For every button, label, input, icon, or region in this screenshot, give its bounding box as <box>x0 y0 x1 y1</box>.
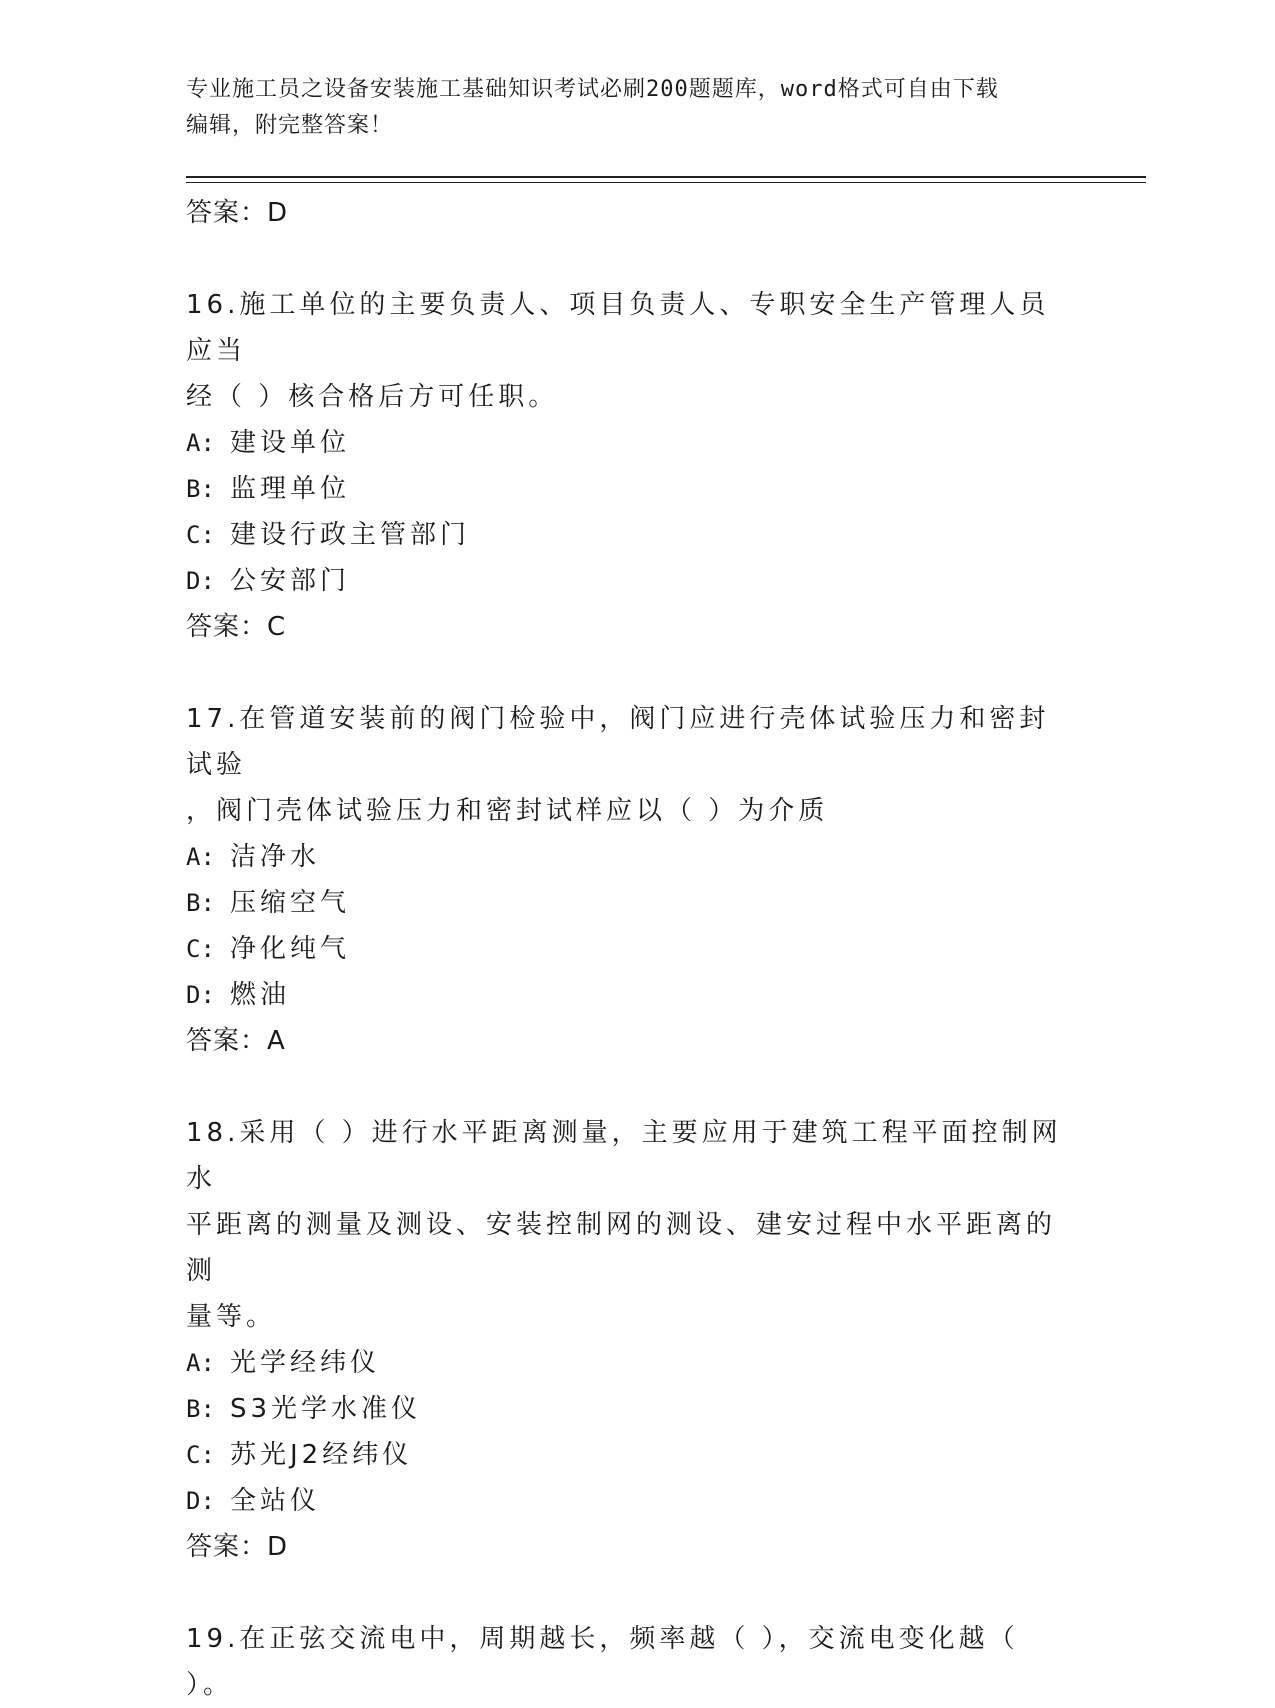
answer-label: 答案： <box>186 612 268 642</box>
question-text-line: 平距离的测量及测设、安装控制网的测设、建安过程中水平距离的测 <box>186 1210 1057 1286</box>
option-letter: D: <box>186 567 215 595</box>
option-b <box>186 1386 1086 1432</box>
option-d <box>186 1478 1086 1524</box>
option-letter: C: <box>186 1441 215 1469</box>
question-text-line: 量等。 <box>186 1302 277 1332</box>
option-letter: C: <box>186 935 215 963</box>
answer-value: A <box>267 1026 286 1056</box>
option-b <box>186 880 1086 926</box>
header-divider-thin <box>186 182 1146 183</box>
option-d <box>186 972 1086 1018</box>
option-c <box>186 926 1086 972</box>
option-text: 监理单位 <box>230 474 351 504</box>
header-line-2: 编辑，附完整答案！ <box>186 113 394 138</box>
question-text-line: 17.在管道安装前的阀门检验中，阀门应进行壳体试验压力和密封试验 <box>186 704 1050 780</box>
document-header <box>186 72 1066 144</box>
answer-value: C <box>267 612 287 642</box>
option-c <box>186 512 1086 558</box>
option-text: 建设行政主管部门 <box>230 520 471 550</box>
document-body <box>186 190 1086 1708</box>
option-b <box>186 466 1086 512</box>
answer-value: D <box>267 198 289 228</box>
option-c <box>186 1432 1086 1478</box>
option-text: 苏光J2经纬仪 <box>230 1440 413 1470</box>
option-a <box>186 420 1086 466</box>
option-letter: D: <box>186 981 215 1009</box>
option-letter: B: <box>186 475 215 503</box>
question-block <box>186 696 1086 1064</box>
option-letter: B: <box>186 889 215 917</box>
option-text: 压缩空气 <box>230 888 351 918</box>
spacer <box>186 1064 1086 1110</box>
option-text: 全站仪 <box>230 1486 321 1516</box>
question-block <box>186 1616 1086 1708</box>
question-text-line: 19.在正弦交流电中，周期越长，频率越（ ），交流电变化越（ ）。 <box>186 1624 1019 1700</box>
answer-label: 答案： <box>186 1532 268 1562</box>
question-block <box>186 282 1086 650</box>
option-text: 燃油 <box>230 980 291 1010</box>
option-text: S3光学水准仪 <box>230 1394 422 1424</box>
header-line-1: 专业施工员之设备安装施工基础知识考试必刷200题题库，word格式可自由下载 <box>186 77 999 102</box>
answer-value: D <box>267 1532 289 1562</box>
option-d <box>186 558 1086 604</box>
answer-label: 答案： <box>186 198 268 228</box>
answer-line <box>186 1018 1086 1064</box>
option-a <box>186 1340 1086 1386</box>
question-text-line: 经（ ）核合格后方可任职。 <box>186 382 559 412</box>
answer-line <box>186 1524 1086 1570</box>
option-letter: B: <box>186 1395 215 1423</box>
spacer <box>186 236 1086 282</box>
answer-line <box>186 190 1086 236</box>
question-text-line: ，阀门壳体试验压力和密封试样应以（ ）为介质 <box>186 796 829 826</box>
question-block <box>186 1110 1086 1570</box>
option-letter: A: <box>186 429 215 457</box>
option-text: 洁净水 <box>230 842 321 872</box>
option-text: 净化纯气 <box>230 934 351 964</box>
question-text-line: 16.施工单位的主要负责人、项目负责人、专职安全生产管理人员应当 <box>186 290 1050 366</box>
option-letter: A: <box>186 843 215 871</box>
spacer <box>186 1570 1086 1616</box>
option-text: 光学经纬仪 <box>230 1348 381 1378</box>
header-divider-thick <box>186 176 1146 178</box>
option-letter: D: <box>186 1487 215 1515</box>
option-text: 建设单位 <box>230 428 351 458</box>
option-letter: A: <box>186 1349 215 1377</box>
answer-label: 答案： <box>186 1026 268 1056</box>
option-letter: C: <box>186 521 215 549</box>
question-text-line: 18.采用（ ）进行水平距离测量，主要应用于建筑工程平面控制网水 <box>186 1118 1062 1194</box>
spacer <box>186 650 1086 696</box>
option-text: 公安部门 <box>230 566 351 596</box>
answer-line <box>186 604 1086 650</box>
option-a <box>186 834 1086 880</box>
